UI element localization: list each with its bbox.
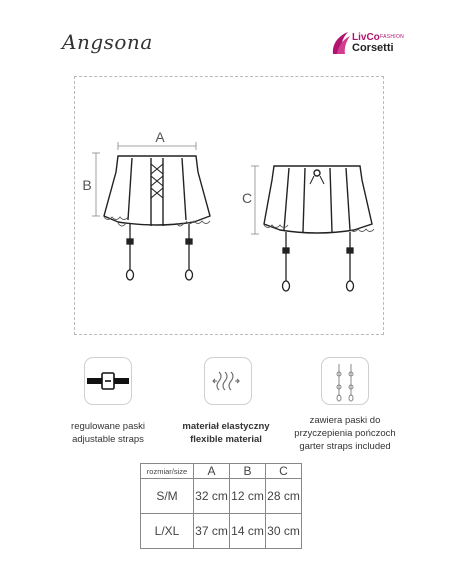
table-row — [141, 514, 302, 549]
dimension-b — [92, 153, 100, 216]
size-value: 32 cm — [194, 479, 230, 514]
size-label: S/M — [141, 479, 194, 514]
brand-livco: LivCo — [352, 32, 380, 43]
label-a: A — [155, 129, 165, 145]
feature-caption-material — [166, 420, 286, 446]
feature-caption-garters — [280, 414, 410, 453]
size-value: 37 cm — [194, 514, 230, 549]
size-table — [140, 463, 302, 549]
caption-line: zawiera paski do — [309, 415, 381, 426]
brand-corsetti: Corsetti — [352, 42, 394, 54]
adjustable-strap-icon — [84, 357, 132, 405]
size-value: 12 cm — [230, 479, 266, 514]
garter-belt-diagram — [74, 76, 384, 335]
feature-caption-straps — [48, 420, 168, 446]
size-table-header: A — [194, 464, 230, 479]
size-value: 14 cm — [230, 514, 266, 549]
caption-line: regulowane paski — [71, 421, 145, 432]
size-table-corner: rozmiar/size — [141, 464, 194, 479]
brand-swirl-icon — [330, 30, 352, 58]
caption-line: adjustable straps — [72, 434, 144, 445]
dimension-c — [251, 166, 259, 234]
product-name: Angsona — [62, 30, 153, 54]
size-value: 30 cm — [266, 514, 302, 549]
front-view — [104, 156, 210, 226]
size-table-header: B — [230, 464, 266, 479]
size-table-header-row — [141, 464, 302, 479]
front-garters — [127, 224, 193, 280]
brand-logo — [330, 28, 425, 60]
brand-fashion: FASHION — [380, 34, 405, 40]
caption-line: materiał elastyczny — [182, 421, 270, 432]
back-garters — [283, 232, 354, 291]
caption-line: przyczepienia pończoch — [294, 428, 396, 439]
back-view — [264, 166, 372, 233]
caption-line: flexible material — [190, 434, 262, 445]
size-value: 28 cm — [266, 479, 302, 514]
caption-line: garter straps included — [299, 441, 391, 452]
garter-straps-icon — [321, 357, 369, 405]
elastic-material-icon — [204, 357, 252, 405]
label-c: C — [241, 190, 253, 206]
label-b: B — [82, 177, 92, 193]
size-table-header: C — [266, 464, 302, 479]
table-row — [141, 479, 302, 514]
size-label: L/XL — [141, 514, 194, 549]
